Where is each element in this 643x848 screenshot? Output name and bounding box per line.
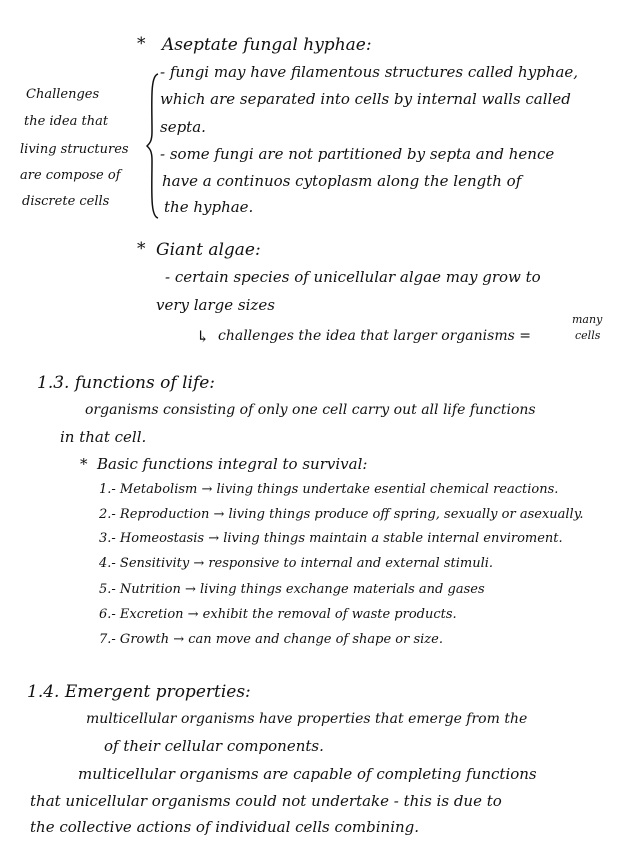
- fraction-top: many: [572, 313, 603, 326]
- giant-algae-heading: Giant algae:: [156, 240, 261, 260]
- text-line: - fungi may have filamentous structures called hyphae,: [160, 63, 579, 81]
- text-line: multicellular organisms have properties that emerge from the: [86, 711, 528, 727]
- text-line: - certain species of unicellular algae may grow to: [165, 268, 541, 286]
- side-note-line: living structures: [20, 142, 129, 157]
- text-line: have a continuos cytoplasm along the length of: [162, 172, 522, 190]
- subheading: Basic functions integral to survival:: [97, 455, 368, 473]
- bullet-asterisk: *: [80, 455, 88, 473]
- list-item: 1.- Metabolism → living things undertake esential chemical reactions.: [99, 482, 559, 497]
- text-line: that unicellular organisms could not undertake - this is due to: [30, 792, 502, 810]
- text-line: very large sizes: [156, 296, 275, 314]
- section-1-4-heading: 1.4. Emergent properties:: [27, 682, 251, 702]
- text-line: - some fungi are not partitioned by septa and hence: [160, 145, 555, 163]
- list-item: 3.- Homeostasis → living things maintain a stable internal enviroment.: [99, 531, 563, 546]
- curly-brace-icon: [146, 72, 160, 220]
- section-1-3-heading: 1.3. functions of life:: [37, 373, 216, 393]
- text-line: the hyphae.: [164, 198, 254, 216]
- side-note-line: Challenges: [26, 87, 100, 102]
- text-line: septa.: [160, 118, 206, 136]
- list-item: 4.- Sensitivity → responsive to internal and external stimuli.: [99, 556, 494, 571]
- side-note-line: are compose of: [20, 168, 121, 183]
- side-note-line: discrete cells: [22, 194, 110, 209]
- aseptate-heading: Aseptate fungal hyphae:: [162, 35, 372, 55]
- text-line: multicellular organisms are capable of completing functions: [78, 765, 537, 783]
- fraction-bottom: cells: [575, 329, 601, 342]
- text-line: which are separated into cells by internal walls called: [160, 90, 571, 108]
- arrow-icon: ↳: [196, 327, 210, 346]
- text-line: organisms consisting of only one cell carry out all life functions: [85, 402, 536, 418]
- text-line: in that cell.: [60, 428, 147, 446]
- list-item: 2.- Reproduction → living things produce off spring, sexually or asexually.: [99, 507, 584, 522]
- bullet-asterisk: *: [137, 34, 146, 54]
- list-item: 7.- Growth → can move and change of shape or size.: [99, 632, 443, 647]
- side-note-line: the idea that: [24, 114, 109, 129]
- bullet-asterisk: *: [137, 239, 146, 259]
- text-line: of their cellular components.: [104, 737, 324, 755]
- list-item: 6.- Excretion → exhibit the removal of waste products.: [99, 607, 457, 622]
- text-line: challenges the idea that larger organisms =: [218, 328, 531, 344]
- list-item: 5.- Nutrition → living things exchange materials and gases: [99, 582, 485, 597]
- text-line: the collective actions of individual cells combining.: [30, 818, 420, 836]
